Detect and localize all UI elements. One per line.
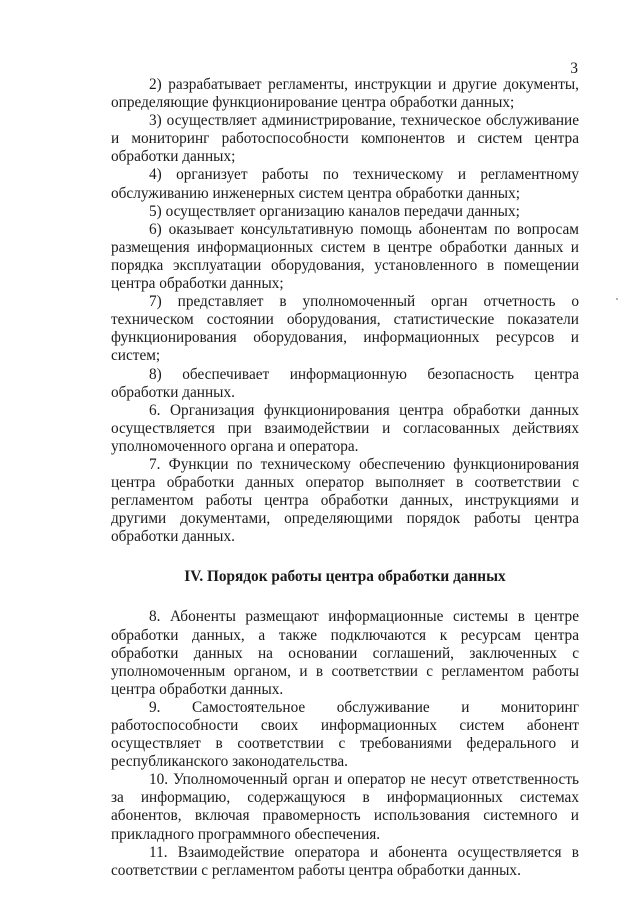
paragraph: 4) организует работы по техническому и регламентному обслуживанию инженерных систем центра обработки данных; xyxy=(111,166,579,202)
paragraph: 2) разрабатывает регламенты, инструкции и другие документы, определяющие функционирование центра обработки данных; xyxy=(111,76,579,112)
section-heading: IV. Порядок работы центра обработки данных xyxy=(184,568,506,586)
scan-speck xyxy=(616,298,618,300)
paragraph: 9. Самостоятельное обслуживание и мониторинг работоспособности своих информационных систем абонент осуществляет в соответствии с требованиями федерального и республиканского законодательства. xyxy=(111,698,579,771)
paragraph: 11. Взаимодействие оператора и абонента осуществляется в соответствии с регламентом работы центра обработки данных. xyxy=(111,843,579,879)
paragraph: 7) представляет в уполномоченный орган отчетность о техническом состоянии оборудования, статистические показатели функционирования оборудования, информационных ресурсов и систем; xyxy=(111,293,579,365)
paragraph: 8. Абоненты размещают информационные системы в центре обработки данных, а также подключаются к ресурсам центра обработки данных на основании соглашений, заключенных с уполномоченным органом, и в соответствии с регламентом работы центра обработки данных. xyxy=(111,608,579,698)
paragraph: 5) осуществляет организацию каналов передачи данных; xyxy=(149,202,520,220)
paragraph: 7. Функции по техническому обеспечению функционирования центра обработки данных оператор выполняет в соответствии с регламентом работы центра обработки данных, инструкциями и другими документами, определяющими порядок работы центра обработки данных. xyxy=(111,455,579,546)
paragraph: 3) осуществляет администрирование, техническое обслуживание и мониторинг работоспособности компонентов и систем центра обработки данных; xyxy=(111,112,579,166)
paragraph: 6. Организация функционирования центра обработки данных осуществляется при взаимодействии и согласованных действиях уполномоченного органа и оператора. xyxy=(111,401,579,455)
document-body xyxy=(111,76,579,880)
paragraph: 6) оказывает консультативную помощь абонентам по вопросам размещения информационных систем в центре обработки данных и порядка эксплуатации оборудования, установленного в помещении центра обработки данных; xyxy=(111,220,579,293)
page-number: 3 xyxy=(570,60,578,77)
paragraph: 8) обеспечивает информационную безопасность центра обработки данных. xyxy=(111,365,579,401)
paragraph: 10. Уполномоченный орган и оператор не несут ответственность за информацию, содержащуюся в информационных системах абонентов, включая правомерность использования системного и прикладного программного обеспечения. xyxy=(111,771,579,843)
